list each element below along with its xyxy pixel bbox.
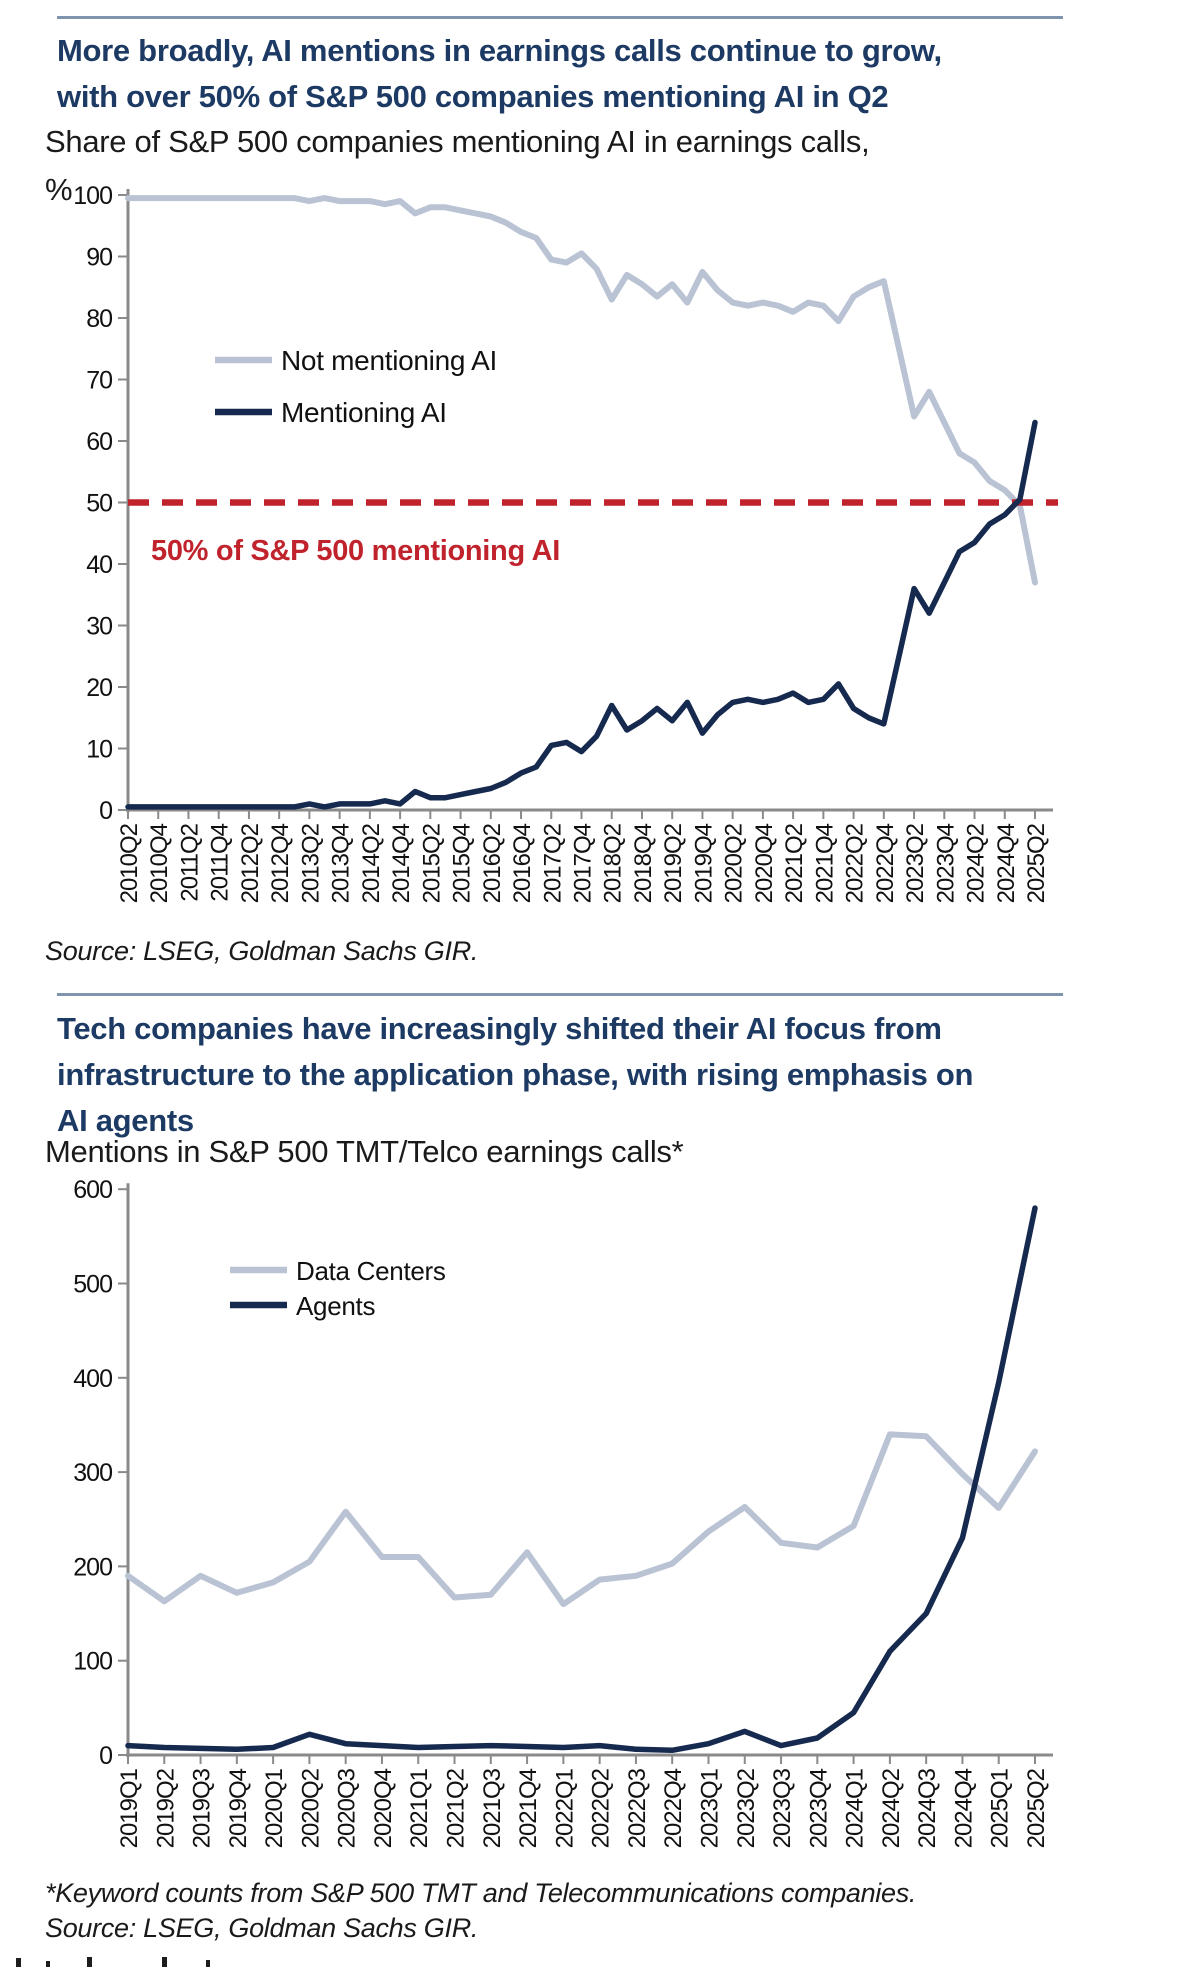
chart2-x-tick-label: 2022Q3 — [623, 1769, 651, 1849]
chart1-x-tick-label: 2017Q4 — [569, 824, 597, 904]
chart2-x-tick-label: 2020Q3 — [333, 1769, 361, 1849]
chart1-x-tick-label: 2013Q4 — [327, 824, 355, 904]
chart1-x-tick-label: 2010Q4 — [146, 824, 174, 904]
chart1-x-tick-label: 2019Q4 — [690, 824, 718, 904]
chart1-x-tick-label: 2016Q4 — [509, 824, 537, 904]
chart1-x-tick-label: 2013Q2 — [297, 824, 325, 904]
chart1-subtitle-line2: % — [45, 172, 73, 207]
chart1-threshold-label: 50% of S&P 500 mentioning AI — [151, 535, 560, 567]
chart1-x-tick-label: 2015Q4 — [448, 824, 476, 904]
chart1-y-tick-label: 0 — [99, 797, 112, 825]
chart2-x-tick-label: 2022Q4 — [660, 1769, 688, 1849]
chart1-y-tick-label: 90 — [86, 243, 112, 272]
chart2-subtitle-line1: Mentions in S&P 500 TMT/Telco earnings calls* — [45, 1134, 684, 1169]
chart1-x-tick-label: 2024Q2 — [962, 824, 990, 904]
chart2-subtitle — [45, 1128, 683, 1176]
section1-heading-line1: More broadly, AI mentions in earnings calls continue to grow, — [57, 33, 942, 68]
chart2-x-tick-label: 2021Q1 — [406, 1769, 434, 1849]
chart1-source: Source: LSEG, Goldman Sachs GIR. — [45, 936, 479, 966]
chart1-x-tick-label: 2012Q2 — [236, 824, 264, 904]
chart1-x-tick-label: 2022Q2 — [841, 824, 869, 904]
chart1-x-tick-label: 2011Q2 — [176, 824, 204, 902]
section-divider-rule — [57, 993, 1063, 996]
chart1-x-tick-label: 2014Q2 — [357, 824, 385, 904]
chart2-x-tick-label: 2023Q4 — [805, 1769, 833, 1849]
chart1-x-tick-label: 2019Q2 — [660, 824, 688, 904]
chart1-x-tick-label: 2021Q2 — [781, 824, 809, 904]
chart1-y-tick-label: 50 — [86, 489, 112, 518]
chart2-x-tick-label: 2023Q3 — [769, 1769, 797, 1849]
chart1-x-tick-label: 2011Q4 — [206, 824, 234, 902]
section2-heading-line1: Tech companies have increasingly shifted their AI focus from — [57, 1011, 942, 1046]
chart1-x-tick-label: 2023Q4 — [932, 824, 960, 904]
chart2-y-tick-label: 0 — [99, 1742, 112, 1770]
chart1-y-tick-label: 10 — [86, 735, 112, 764]
chart2-x-tick-label: 2022Q2 — [587, 1769, 615, 1849]
chart2-y-tick-label: 100 — [73, 1647, 112, 1676]
chart2-legend-label-0: Data Centers — [296, 1256, 446, 1286]
chart2-x-tick-label: 2025Q2 — [1023, 1769, 1050, 1849]
chart1-series-not-mentioning-ai — [128, 198, 1035, 582]
chart2-x-tick-label: 2019Q2 — [152, 1769, 180, 1849]
chart2-source: Source: LSEG, Goldman Sachs GIR. — [45, 1913, 479, 1943]
chart2-series-agents — [128, 1208, 1035, 1750]
chart1-legend-label-1: Mentioning AI — [281, 397, 447, 428]
chart1-x-tick-label: 2014Q4 — [388, 824, 416, 904]
chart2-x-tick-label: 2020Q1 — [261, 1769, 289, 1849]
chart2-legend-label-1: Agents — [296, 1291, 376, 1321]
section2-heading — [57, 1006, 973, 1144]
chart1-legend-label-0: Not mentioning AI — [281, 345, 497, 376]
chart2-x-tick-label: 2024Q4 — [950, 1769, 978, 1849]
chart2-x-tick-label: 2021Q2 — [442, 1769, 470, 1849]
chart1-series-mentioning-ai — [128, 423, 1035, 807]
chart1-x-tick-label: 2023Q2 — [902, 824, 930, 904]
chart2-x-tick-label: 2025Q1 — [986, 1769, 1014, 1849]
chart1-x-tick-label: 2025Q2 — [1023, 824, 1050, 904]
chart2-y-tick-label: 600 — [73, 1176, 112, 1205]
chart1-x-tick-label: 2018Q2 — [599, 824, 627, 904]
chart1-x-tick-label: 2020Q2 — [720, 824, 748, 904]
chart2-x-tick-label: 2024Q1 — [841, 1769, 869, 1849]
chart1-y-tick-label: 70 — [86, 366, 112, 395]
chart1-x-tick-label: 2018Q4 — [629, 824, 657, 904]
chart2-x-tick-label: 2019Q3 — [188, 1769, 216, 1849]
chart2-y-tick-label: 500 — [73, 1270, 112, 1299]
section1-heading-line2: with over 50% of S&P 500 companies mentioning AI in Q2 — [57, 79, 889, 114]
chart2-x-tick-label: 2023Q2 — [732, 1769, 760, 1849]
section2-heading-line3: AI agents — [57, 1103, 194, 1138]
chart2-footnote: *Keyword counts from S&P 500 TMT and Telecommunications companies. — [45, 1878, 917, 1908]
chart2-x-tick-label: 2023Q1 — [696, 1769, 724, 1849]
chart2-x-tick-label: 2022Q1 — [551, 1769, 579, 1849]
chart2-x-tick-label: 2024Q3 — [914, 1769, 942, 1849]
chart2-y-tick-label: 400 — [73, 1364, 112, 1393]
chart2-x-tick-label: 2021Q4 — [515, 1769, 543, 1849]
chart1-x-tick-label: 2022Q4 — [871, 824, 899, 904]
chart2-y-tick-label: 200 — [73, 1553, 112, 1582]
chart1-x-tick-label: 2015Q2 — [418, 824, 446, 904]
chart2-x-tick-label: 2019Q1 — [116, 1769, 143, 1849]
chart1-x-tick-label: 2016Q2 — [478, 824, 506, 904]
chart1-y-tick-label: 80 — [86, 305, 112, 333]
chart1-y-tick-label: 30 — [86, 612, 112, 641]
chart1-y-tick-label: 100 — [73, 182, 112, 210]
chart1-y-tick-label: 40 — [86, 551, 112, 579]
chart1-x-tick-label: 2010Q2 — [116, 824, 143, 904]
chart2-x-tick-label: 2021Q3 — [478, 1769, 506, 1849]
chart1-x-tick-label: 2012Q4 — [267, 824, 295, 904]
chart2-x-tick-label: 2020Q4 — [369, 1769, 397, 1849]
chart1-x-tick-label: 2021Q4 — [811, 824, 839, 904]
chart1-x-tick-label: 2017Q2 — [539, 824, 567, 904]
chart2-y-tick-label: 300 — [73, 1459, 112, 1488]
section2-heading-line2: infrastructure to the application phase, with rising emphasis on — [57, 1057, 974, 1092]
chart1-y-tick-label: 60 — [86, 428, 112, 456]
chart1-y-tick-label: 20 — [86, 674, 112, 702]
chart2-x-tick-label: 2020Q2 — [297, 1769, 325, 1849]
chart2-series-data-centers — [128, 1434, 1035, 1604]
chart1-x-tick-label: 2024Q4 — [992, 824, 1020, 904]
chart2-x-tick-label: 2024Q2 — [877, 1769, 905, 1849]
chart2-x-tick-label: 2019Q4 — [224, 1769, 252, 1849]
chart1-x-tick-label: 2020Q4 — [750, 824, 778, 904]
chart1-subtitle-line1: Share of S&P 500 companies mentioning AI in earnings calls, — [45, 124, 870, 159]
